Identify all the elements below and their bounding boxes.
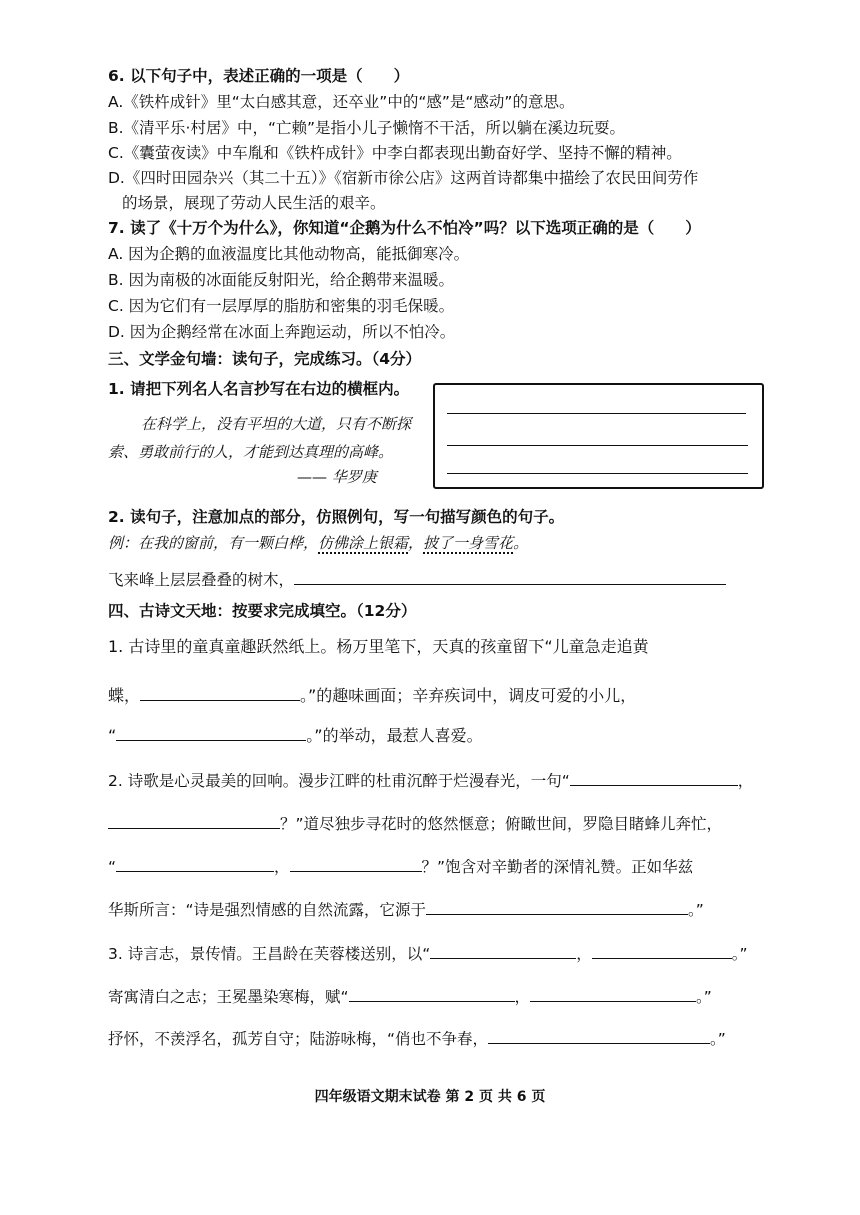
s4-q3-l1-text-c: 。” xyxy=(731,945,748,963)
s4-q2-line4 xyxy=(108,898,704,920)
s4-q2-l3-text-c: ？”饱含对辛勤者的深情礼赞。正如华兹 xyxy=(421,858,694,876)
q6-stem: 6. 以下句子中，表述正确的一项是（ ） xyxy=(108,67,410,85)
q7-option-b: B. 因为南极的冰面能反射阳光，给企鹅带来温暖。 xyxy=(108,271,454,289)
example-dotted-1: 仿佛涂上银霜 xyxy=(318,534,409,552)
q6-option-c: C.《囊萤夜读》中车胤和《铁杵成针》中李白都表现出勤奋好学、坚持不懈的精神。 xyxy=(108,144,682,162)
s4-q2-blank-4[interactable] xyxy=(290,855,422,872)
answer-line-2[interactable] xyxy=(447,445,748,446)
s4-q3-blank-3[interactable] xyxy=(349,985,515,1002)
s4-q1-line3 xyxy=(108,724,483,746)
s4-q2-blank-2[interactable] xyxy=(108,812,280,829)
q7-option-d: D. 因为企鹅经常在冰面上奔跑运动，所以不怕冷。 xyxy=(108,323,456,341)
s3-q2-prompt: 2. 读句子，注意加点的部分，仿照例句，写一句描写颜色的句子。 xyxy=(108,508,565,526)
s4-q3-l2-text-b: ， xyxy=(514,988,531,1006)
s4-q3-l2-text-a: 寄寓清白之志；王冕墨染寒梅，赋“ xyxy=(108,988,349,1006)
s4-q3-l2-text-c: 。” xyxy=(696,988,712,1006)
page-footer: 四年级语文期末试卷 第 2 页 共 6 页 xyxy=(314,1089,546,1105)
s4-q2-l3-text-b: ， xyxy=(274,858,290,876)
q7-option-c: C. 因为它们有一层厚厚的脂肪和密集的羽毛保暖。 xyxy=(108,297,455,315)
s4-q1-line2 xyxy=(108,684,636,706)
s4-q1-blank-1[interactable] xyxy=(140,684,300,701)
s4-q3-blank-4[interactable] xyxy=(530,985,696,1002)
s4-q1-l2-text-b: 。”的趣味画面；辛弃疾词中，调皮可爱的小儿， xyxy=(300,686,637,705)
q6-option-b: B.《清平乐·村居》中，“亡赖”是指小儿子懒惰不干活，所以躺在溪边玩耍。 xyxy=(108,119,626,137)
s4-q2-l4-text-b: 。” xyxy=(688,901,704,919)
q6-option-d: D.《四时田园杂兴（其二十五）》《宿新市徐公店》这两首诗都集中描绘了农民田间劳作 xyxy=(108,169,699,187)
s3-q1-prompt: 1. 请把下列名人名言抄写在右边的横框内。 xyxy=(108,380,410,398)
s4-q2-blank-1[interactable] xyxy=(570,769,738,786)
s4-q1-l3-text-a: “ xyxy=(108,726,117,745)
s4-q2-l2-text-b: ？”道尽独步寻花时的悠然惬意；俯瞰世间，罗隐目睹蜂儿奔忙， xyxy=(280,815,723,833)
quote-line-2: 索、勇敢前行的人，才能到达真理的高峰。 xyxy=(108,443,394,461)
section3-title: 三、文学金句墙：读句子，完成练习。（4分） xyxy=(108,350,422,368)
imitation-prefix: 飞来峰上层层叠叠的树木， xyxy=(108,571,295,589)
s4-q1-l2-text-a: 蝶， xyxy=(108,686,141,705)
example-prefix: 例：在我的窗前，有一颗白桦， xyxy=(108,534,319,552)
q6-option-d-cont: 的场景，展现了劳动人民生活的艰辛。 xyxy=(122,194,386,212)
s4-q3-blank-5[interactable] xyxy=(488,1027,710,1044)
s4-q1-l3-text-b: 。”的举动，最惹人喜爱。 xyxy=(306,726,483,745)
s4-q2-l1-text-a: 2. 诗歌是心灵最美的回响。漫步江畔的杜甫沉醉于烂漫春光，一句“ xyxy=(108,772,570,790)
s4-q3-l1-text-a: 3. 诗言志，景传情。王昌龄在芙蓉楼送别，以“ xyxy=(108,945,431,963)
s4-q2-blank-5[interactable] xyxy=(426,898,688,915)
example-end: 。 xyxy=(513,534,529,552)
answer-line-1[interactable] xyxy=(447,413,746,414)
copy-answer-box[interactable] xyxy=(433,383,764,489)
example-comma: ， xyxy=(408,534,424,552)
s4-q3-line2 xyxy=(108,985,712,1007)
s4-q2-blank-3[interactable] xyxy=(116,855,274,872)
s4-q2-l3-text-a: “ xyxy=(108,858,117,876)
s4-q3-l3-text-a: 抒怀，不羡浮名，孤芳自守；陆游咏梅，“俏也不争春， xyxy=(108,1030,489,1048)
section4-title: 四、古诗文天地：按要求完成填空。（12分） xyxy=(108,602,417,620)
s4-q2-l1-text-b: ， xyxy=(737,772,754,790)
quote-line-1: 在科学上，没有平坦的大道，只有不断探 xyxy=(141,415,412,433)
s4-q3-blank-2[interactable] xyxy=(592,942,732,959)
s4-q2-line2 xyxy=(108,812,722,834)
s4-q2-l4-text-a: 华斯所言：“诗是强烈情感的自然流露，它源于 xyxy=(108,901,427,919)
answer-line-3[interactable] xyxy=(447,473,748,474)
s4-q3-line1 xyxy=(108,942,748,964)
s4-q3-line3 xyxy=(108,1027,726,1049)
example-dotted-2: 披了一身雪花 xyxy=(423,534,514,552)
s4-q2-line1 xyxy=(108,769,753,791)
s4-q1-blank-2[interactable] xyxy=(116,724,306,741)
s4-q2-line3 xyxy=(108,855,693,877)
s4-q1-line1: 1. 古诗里的童真童趣跃然纸上。杨万里笔下，天真的孩童留下“儿童急走追黄 xyxy=(108,637,649,656)
quote-author: —— 华罗庚 xyxy=(297,468,377,486)
q6-option-a: A.《铁杵成针》里“太白感其意，还卒业”中的“感”是“感动”的意思。 xyxy=(108,93,575,111)
q7-stem: 7. 读了《十万个为什么》，你知道“企鹅为什么不怕冷”吗？以下选项正确的是（ ） xyxy=(108,219,701,237)
q7-option-a: A. 因为企鹅的血液温度比其他动物高，能抵御寒冷。 xyxy=(108,245,470,263)
example-sentence xyxy=(108,533,528,553)
s4-q3-l1-text-b: ， xyxy=(576,945,592,963)
imitation-fill-line xyxy=(108,568,726,590)
s4-q3-l3-text-b: 。” xyxy=(710,1030,726,1048)
s4-q3-blank-1[interactable] xyxy=(430,942,576,959)
imitation-blank[interactable] xyxy=(294,568,726,585)
